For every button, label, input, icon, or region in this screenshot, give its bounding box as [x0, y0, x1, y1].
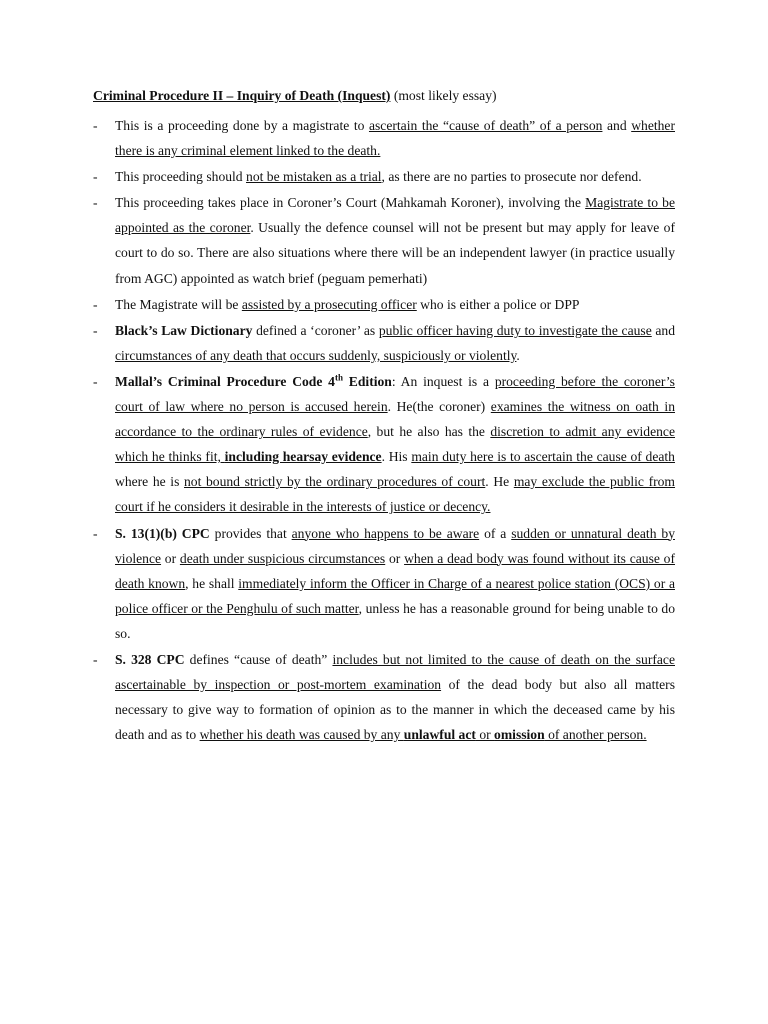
text-run: The Magistrate will be — [115, 296, 242, 312]
list-item-text — [115, 647, 675, 747]
underlined-text: unlawful act — [403, 727, 476, 743]
underlined-text: not bound strictly by the ordinary procedures of court — [184, 474, 486, 490]
underlined-text: ascertain the “cause of death” of a person — [368, 118, 603, 133]
underlined-text: or — [475, 727, 495, 743]
text-run: of the dead body but also all matters necessary to give way to formation of opinion as to the manner in which the deceased came by his death and as to — [115, 677, 675, 743]
underlined-text: whether there is any criminal element linked to the death. — [115, 118, 675, 159]
list-item-text — [115, 369, 675, 520]
bold-text: S. 13(1)(b) CPC — [115, 525, 210, 541]
underlined-text: death under suspicious circumstances — [179, 550, 386, 566]
underlined-text: of another person. — [544, 727, 647, 743]
page-title — [93, 86, 683, 106]
bullet-dash: - — [93, 195, 98, 211]
bold-text: S. 328 CPC — [115, 651, 185, 667]
title-note: (most likely essay) — [390, 88, 497, 103]
underlined-text: discretion to admit any evidence which he thinks fit, — [115, 424, 675, 465]
bullet-dash: - — [93, 525, 98, 541]
underlined-text: main duty here is to ascertain the cause of death — [411, 449, 675, 465]
bullet-dash: - — [93, 169, 98, 185]
list-item-text — [115, 164, 675, 189]
underlined-text: assisted by a prosecuting officer — [241, 296, 417, 312]
list-item — [93, 647, 675, 747]
text-run: This proceeding should — [115, 169, 247, 185]
underlined-text: when a dead body was found without its cause of death known — [115, 550, 675, 591]
underlined-text: proceeding before the coroner’s court of law where no person is accused herein — [115, 373, 675, 415]
list-item — [93, 521, 675, 646]
text-run: of a — [479, 525, 512, 541]
text-run: . — [516, 347, 520, 363]
bullet-list — [93, 113, 675, 748]
underlined-text: examines the witness on oath in accordance to the ordinary rules of evidence — [115, 399, 675, 440]
text-run: or — [161, 550, 180, 566]
text-run: . He(the coroner) — [387, 399, 491, 415]
underlined-text: not be mistaken as a trial — [246, 169, 382, 185]
bullet-dash: - — [93, 373, 98, 389]
text-run: and — [651, 322, 676, 338]
text-run: . His — [381, 449, 412, 465]
text-run: This is a proceeding done by a magistrate to — [115, 118, 369, 133]
text-run: and — [602, 118, 632, 133]
text-run: , as there are no parties to prosecute nor defend. — [381, 169, 642, 185]
text-run: defines “cause of death” — [184, 651, 333, 667]
underlined-text: may exclude the public from court if he considers it desirable in the interests of justice or decency. — [115, 474, 676, 515]
bold-text: th — [334, 372, 343, 383]
bold-text: Edition — [343, 373, 392, 389]
list-item — [93, 292, 675, 317]
text-run: , he shall — [185, 575, 239, 591]
text-run: , unless he has a reasonable ground for being unable to do so. — [115, 600, 675, 641]
list-item — [93, 190, 675, 290]
underlined-text: circumstances of any death that occurs suddenly, suspiciously or violently — [115, 347, 517, 363]
underlined-text: sudden or unnatural death by violence — [115, 525, 675, 566]
text-run: who is either a police or DPP — [416, 296, 580, 312]
underlined-text: public officer having duty to investigate the cause — [378, 322, 652, 338]
list-item — [93, 369, 675, 520]
list-item-text — [115, 318, 675, 368]
underlined-text: whether his death was caused by any — [199, 727, 404, 743]
underlined-text: omission — [494, 727, 545, 743]
text-run: , but he also has the — [367, 424, 491, 440]
text-run: where he is — [115, 474, 184, 490]
bullet-dash: - — [93, 118, 98, 133]
text-run: provides that — [209, 525, 292, 541]
text-run: defined a ‘coroner’ as — [252, 322, 379, 338]
text-run: . He — [485, 474, 514, 490]
bullet-dash: - — [93, 322, 98, 338]
underlined-text: includes but not limited to the cause of death on the surface ascertainable by inspection or post-mortem examination — [115, 651, 675, 693]
text-run: or — [385, 550, 405, 566]
list-item-text — [115, 113, 675, 163]
bullet-dash: - — [93, 651, 98, 667]
underlined-text: anyone who happens to be aware — [291, 525, 480, 541]
list-item — [93, 318, 675, 368]
text-run: : An inquest is a — [391, 373, 495, 389]
bullet-dash: - — [93, 296, 98, 312]
underlined-text: immediately inform the Officer in Charge of a nearest police station (OCS) or a police officer or the Penghulu of such matter — [115, 575, 675, 616]
list-item — [93, 113, 675, 163]
bold-text: Black’s Law Dictionary — [115, 322, 253, 338]
list-item — [93, 164, 675, 189]
list-item-text — [115, 190, 675, 290]
text-run: . Usually the defence counsel will not be present but may apply for leave of court to do so. There are also situations where there will be an independent lawyer (in practice usually from AGC) appointed as watch brief (peguam pemerhati) — [115, 220, 675, 286]
bold-text: Mallal’s Criminal Procedure Code 4 — [115, 373, 335, 389]
underlined-text: including hearsay evidence — [224, 449, 382, 465]
text-run: This proceeding takes place in Coroner’s Court (Mahkamah Koroner), involving the — [115, 195, 586, 211]
list-item-text — [115, 292, 675, 317]
underlined-text: Magistrate to be appointed as the coroner — [115, 195, 675, 236]
title-main: Criminal Procedure II – Inquiry of Death (Inquest) — [93, 88, 391, 103]
list-item-text — [115, 521, 675, 646]
